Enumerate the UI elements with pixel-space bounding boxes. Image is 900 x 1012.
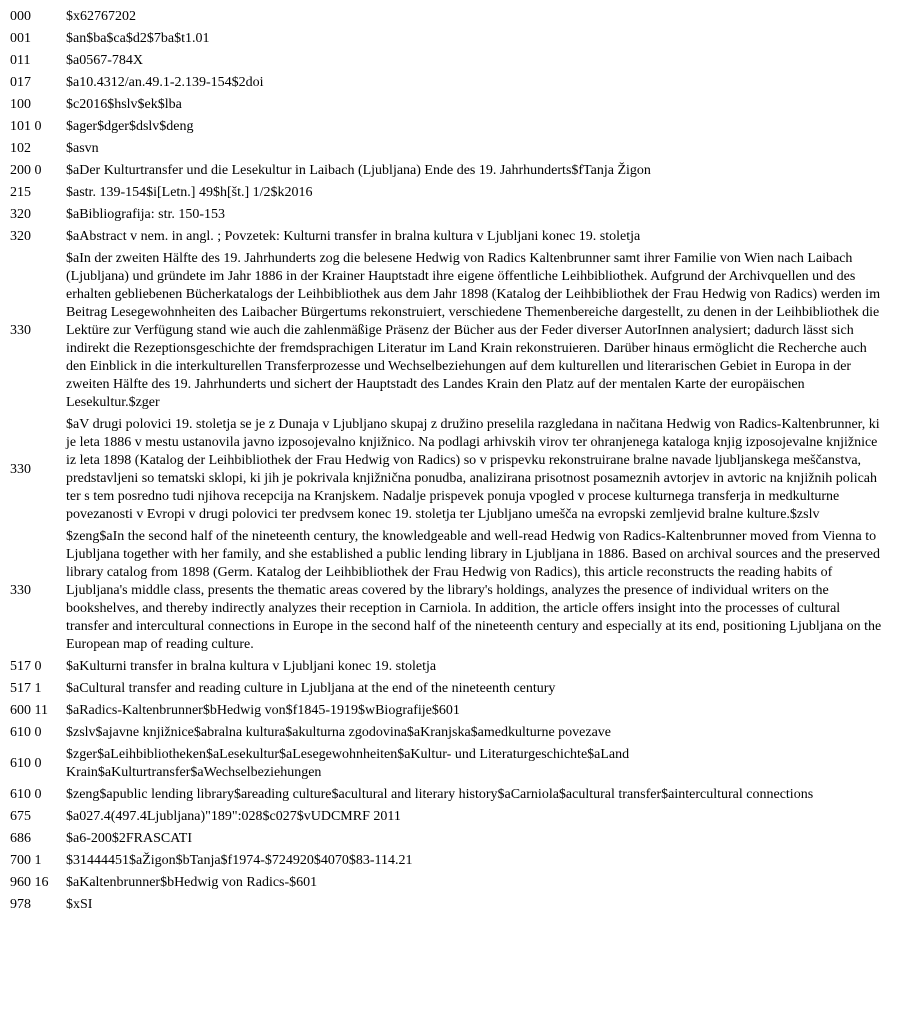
field-value: $an$ba$ca$d2$7ba$t1.01 (66, 31, 210, 46)
field-value: $zeng$aIn the second half of the nineteenth century, the knowledgeable and well-read Hedwig von Radics-Kaltenbrunner moved from Vienna to Ljubljana together with her family, and she established a public lending library in Ljubljana in 1886. Based on archival sources and the preserved library catalog from 1898 (Germ. Katalog der Leihbibliothek der Frau Hedwig von Radics), this article reconstructs the reading habits of Ljubljana's middle class, presents the thematic areas covered by the library's holdings, analyzes the presence of individual writers on the bookshelves, and thereby indirectly analyzes their reception in Carniola. In addition, the article offers insight into the processes of cultural transfer and intercultural connections in Europe in the second half of the nineteenth century and especially at its end, positioning Ljubljana on the European map of reading culture. (66, 529, 882, 652)
field-value: $aDer Kulturtransfer und die Lesekultur in Laibach (Ljubljana) Ende des 19. Jahrhunderts$fTanja Žigon (66, 163, 651, 178)
record-field-row (4, 248, 884, 414)
record-field-row (4, 678, 884, 700)
record-field-row (4, 116, 884, 138)
field-tag: 011 (10, 53, 31, 68)
field-tag: 330 (10, 583, 31, 598)
record-field-row (4, 850, 884, 872)
field-tag: 320 (10, 229, 31, 244)
field-tag: 517 1 (10, 681, 42, 696)
marc-record-table (4, 6, 884, 916)
record-field-row (4, 700, 884, 722)
field-tag: 610 0 (10, 787, 42, 802)
record-field-row (4, 806, 884, 828)
field-value: $aRadics-Kaltenbrunner$bHedwig von$f1845-1919$wBiografije$601 (66, 703, 460, 718)
field-tag: 000 (10, 9, 31, 24)
field-value: $aKulturni transfer in bralna kultura v Ljubljani konec 19. stoletja (66, 659, 437, 674)
field-tag: 200 0 (10, 163, 42, 178)
record-field-row (4, 204, 884, 226)
record-field-row (4, 894, 884, 916)
record-field-row (4, 28, 884, 50)
field-tag: 320 (10, 207, 31, 222)
field-tag: 001 (10, 31, 31, 46)
field-value: $zslv$ajavne knjižnice$abralna kultura$akulturna zgodovina$aKranjska$amedkulturne povezave (66, 725, 612, 740)
record-field-row (4, 722, 884, 744)
field-value: $aV drugi polovici 19. stoletja se je z Dunaja v Ljubljano skupaj z družino preselila razgledana in načitana Hedwig von Radics-Kaltenbrunner, ki je leta 1886 v mestu ustanovila javno izposojevalno knjižnico. Na podlagi arhivskih virov ter ohranjenega kataloga knjig izposojevalne knjižnice iz leta 1898 (Katalog der Leihbibliothek der Frau Hedwig von Radics) so v prispevku rekonstruirane bralne navade ljubljanskega meščanstva, predstavljeni so tematski sklopi, ki jih je pokrivala knjižnična ponudba, analizirana prisotnost posameznih avtorjev in avtoric na knjižnih policah ter s tem posredno tudi njihova recepcija na Kranjskem. Nadalje prispevek ponuja vpogled v procese kulturnega transferja in medkulturne povezanosti v Evropi v drugi polovici ter predvsem konec 19. stoletja ter Ljubljano umešča na evropski zemljevid bralne kulture.$zslv (66, 417, 880, 522)
record-field-row (4, 138, 884, 160)
record-field-row (4, 744, 884, 784)
field-tag: 330 (10, 462, 31, 477)
record-field-row (4, 656, 884, 678)
record-field-row (4, 50, 884, 72)
field-value: $zeng$apublic lending library$areading culture$acultural and literary history$aCarniola$acultural transfer$aintercultural connections (66, 787, 814, 802)
field-tag: 960 16 (10, 875, 49, 890)
record-field-row (4, 182, 884, 204)
field-value: $31444451$aŽigon$bTanja$f1974-$724920$4070$83-114.21 (66, 853, 413, 868)
field-tag: 517 0 (10, 659, 42, 674)
record-field-row (4, 784, 884, 806)
field-tag: 101 0 (10, 119, 42, 134)
record-fields (4, 6, 884, 916)
field-value: $a6-200$2FRASCATI (66, 831, 193, 846)
field-tag: 700 1 (10, 853, 42, 868)
field-tag: 610 0 (10, 725, 42, 740)
field-value: $aAbstract v nem. in angl. ; Povzetek: Kulturni transfer in bralna kultura v Ljubljani konec 19. stoletja (66, 229, 641, 244)
record-field-row (4, 94, 884, 116)
field-value: $a0567-784X (66, 53, 143, 68)
field-value: $aKaltenbrunner$bHedwig von Radics-$601 (66, 875, 318, 890)
record-field-row (4, 160, 884, 182)
field-tag: 686 (10, 831, 31, 846)
field-tag: 330 (10, 323, 31, 338)
field-value: $aCultural transfer and reading culture in Ljubljana at the end of the nineteenth century (66, 681, 556, 696)
field-tag: 675 (10, 809, 31, 824)
field-value: $a027.4(497.4Ljubljana)"189":028$c027$vUDCMRF 2011 (66, 809, 401, 824)
field-value: $x62767202 (66, 9, 136, 24)
field-value: $c2016$hslv$ek$lba (66, 97, 182, 112)
field-value: $xSI (66, 897, 93, 912)
field-tag: 100 (10, 97, 31, 112)
field-value: $ager$dger$dslv$deng (66, 119, 194, 134)
field-tag: 017 (10, 75, 31, 90)
field-value: $a10.4312/an.49.1-2.139-154$2doi (66, 75, 264, 90)
field-tag: 102 (10, 141, 31, 156)
field-value: $aBibliografija: str. 150-153 (66, 207, 226, 222)
field-tag: 978 (10, 897, 31, 912)
field-value: $astr. 139-154$i[Letn.] 49$h[št.] 1/2$k2016 (66, 185, 313, 200)
record-field-row (4, 6, 884, 28)
field-tag: 610 0 (10, 756, 42, 771)
field-value: $zger$aLeihbibliotheken$aLesekultur$aLesegewohnheiten$aKultur- und Literaturgeschichte$aLand Krain$aKulturtransfer$aWechselbeziehungen (66, 747, 630, 780)
record-field-row (4, 414, 884, 526)
record-field-row (4, 526, 884, 656)
field-value: $asvn (66, 141, 99, 156)
field-tag: 215 (10, 185, 31, 200)
record-field-row (4, 226, 884, 248)
record-field-row (4, 828, 884, 850)
field-tag: 600 11 (10, 703, 48, 718)
record-field-row (4, 72, 884, 94)
record-field-row (4, 872, 884, 894)
field-value: $aIn der zweiten Hälfte des 19. Jahrhunderts zog die belesene Hedwig von Radics Kaltenbrunner samt ihrer Familie von Wien nach Laibach (Ljubljana) und gründete im Jahr 1886 in der Krainer Hauptstadt ihre eigene öffentliche Leihbibliothek. Aufgrund der Archivquellen und des erhalten gebliebenen Bücherkatalogs der Leihbibliothek aus dem Jahr 1898 (Katalog der Leihbibliothek der Frau Hedwig von Radics) werden im Beitrag Lesegewohnheiten des Laibacher Bürgertums rekonstruiert, verschiedene Themenbereiche dargestellt, zu denen in der Leihbibliothek die Lektüre zur Verfügung stand wie auch die zahlenmäßige Präsenz der Bücher aus der Feder diverser AutorInnen analysiert; dadurch lässt sich indirekt die Rezeptionsgeschichte der fremdsprachigen Literatur im Land Krain rekonstruieren. Darüber hinaus ermöglicht die Recherche auch den Einblick in die interkulturellen Transferprozesse und Wechselbeziehungen auf dem kulturellen und literarischen Gebiet in Europa in der zweiten Hälfte des 19. Jahrhunderts und sichert der Hauptstadt des Landes Krain den Platz auf der mentalen Karte der europäischen Lesekultur.$zger (66, 251, 881, 410)
